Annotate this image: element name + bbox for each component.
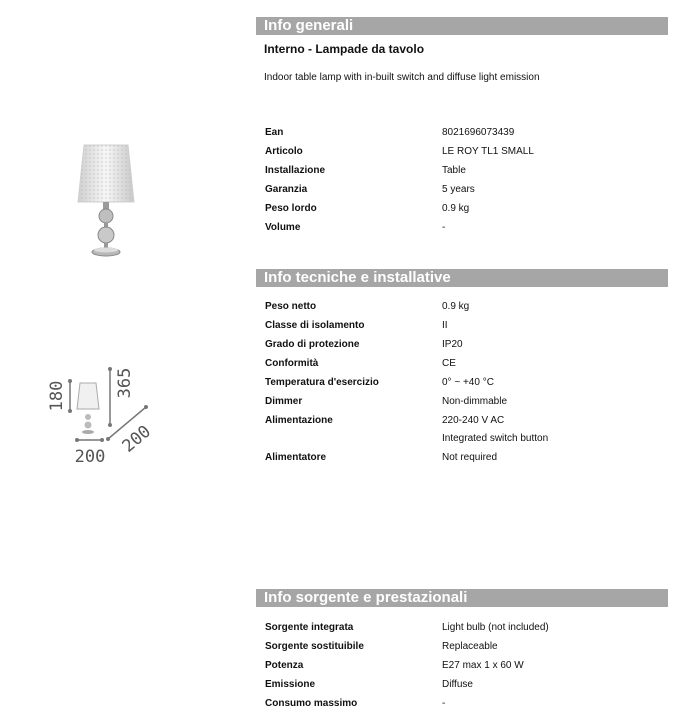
row-key: Alimentazione — [265, 415, 333, 426]
product-description: Indoor table lamp with in-built switch and diffuse light emission — [264, 72, 540, 83]
shade-height-label: 180 — [47, 380, 67, 412]
row-key: Sorgente integrata — [265, 622, 354, 633]
table-row — [265, 415, 665, 452]
source-info-table — [265, 622, 665, 717]
row-key: Peso lordo — [265, 203, 317, 214]
row-value: IP20 — [442, 339, 463, 350]
row-value: 220-240 V AC — [442, 415, 505, 426]
depth-label: 200 — [118, 421, 155, 457]
row-value: Replaceable — [442, 641, 498, 652]
row-key: Garanzia — [265, 184, 308, 195]
row-value: 8021696073439 — [442, 127, 515, 138]
width-label: 200 — [74, 447, 106, 467]
row-value: Light bulb (not included) — [442, 622, 549, 633]
section-header-source: Info sorgente e prestazionali — [256, 589, 668, 607]
row-key: Consumo massimo — [265, 698, 358, 709]
product-category-title: Interno - Lampade da tavolo — [264, 42, 425, 56]
technical-info-table — [265, 301, 665, 471]
section-header-technical: Info tecniche e installative — [256, 269, 668, 287]
dimension-diagram-icon — [47, 365, 160, 467]
row-value: 0.9 kg — [442, 203, 470, 214]
row-value: Not required — [442, 452, 498, 463]
row-key: Classe di isolamento — [265, 320, 365, 331]
table-row — [265, 203, 665, 222]
row-value-secondary: Integrated switch button — [442, 433, 549, 444]
row-value: Diffuse — [442, 679, 473, 690]
row-key: Peso netto — [265, 301, 317, 312]
table-row — [265, 698, 665, 717]
row-value: LE ROY TL1 SMALL — [442, 146, 534, 157]
row-value: 0.9 kg — [442, 301, 470, 312]
general-info-table — [265, 127, 665, 241]
row-value-group — [442, 412, 548, 448]
row-value: E27 max 1 x 60 W — [442, 660, 524, 671]
row-key: Volume — [265, 222, 301, 233]
row-value: 0° ~ +40 °C — [442, 377, 494, 388]
table-row — [265, 339, 665, 358]
row-value: - — [442, 222, 446, 233]
row-value: Table — [442, 165, 466, 176]
table-row — [265, 452, 665, 471]
row-key: Sorgente sostituibile — [265, 641, 364, 652]
lamp-photo-icon — [76, 140, 136, 260]
row-value: Non-dimmable — [442, 396, 508, 407]
row-key: Dimmer — [265, 396, 303, 407]
row-value: II — [442, 320, 448, 331]
row-key: Grado di protezione — [265, 339, 360, 350]
section-header-general: Info generali — [256, 17, 668, 35]
row-key: Potenza — [265, 660, 304, 671]
row-value: CE — [442, 358, 456, 369]
row-value: 5 years — [442, 184, 475, 195]
row-key: Installazione — [265, 165, 326, 176]
product-photo — [76, 140, 136, 260]
row-value: - — [442, 698, 446, 709]
row-key: Articolo — [265, 146, 303, 157]
row-key: Temperatura d'esercizio — [265, 377, 379, 388]
dimension-drawing — [47, 365, 160, 467]
row-key: Alimentatore — [265, 452, 327, 463]
total-height-label: 365 — [115, 367, 135, 399]
table-row — [265, 222, 665, 241]
row-key: Conformità — [265, 358, 319, 369]
row-key: Ean — [265, 127, 284, 138]
row-key: Emissione — [265, 679, 316, 690]
